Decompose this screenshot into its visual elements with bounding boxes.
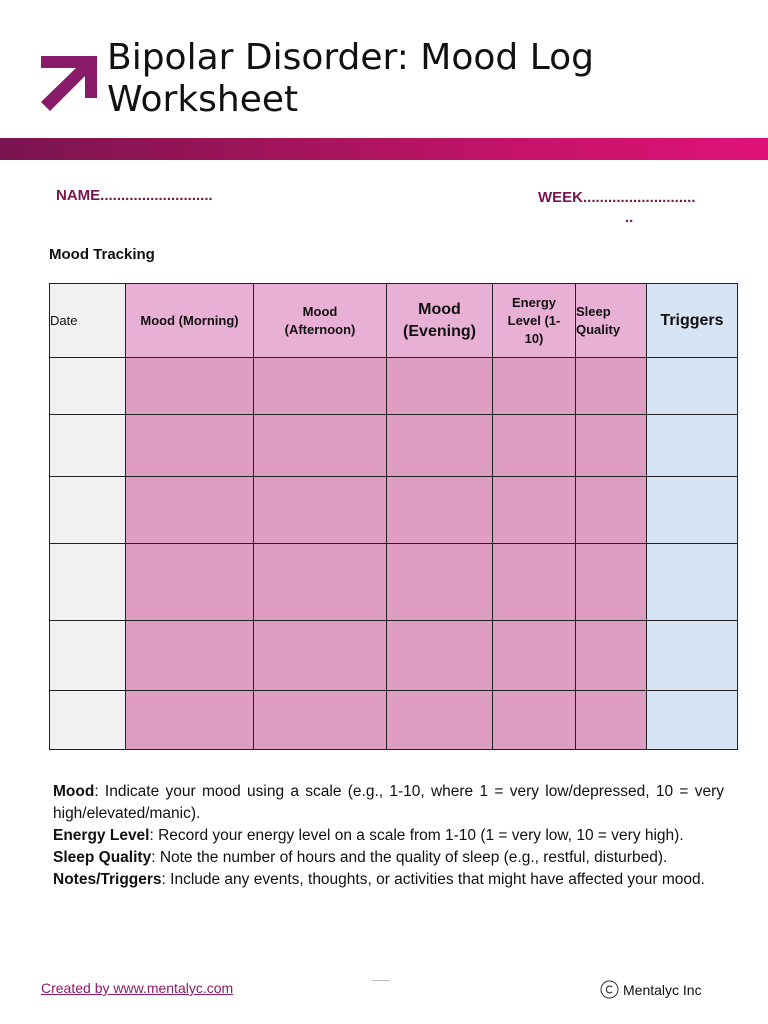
mood-morning-cell[interactable] bbox=[126, 358, 254, 415]
table-row bbox=[50, 691, 738, 750]
sleep-cell[interactable] bbox=[576, 477, 647, 544]
header-mood-afternoon: Mood (Afternoon) bbox=[254, 284, 387, 358]
sleep-cell[interactable] bbox=[576, 415, 647, 477]
header-mood-morning: Mood (Morning) bbox=[126, 284, 254, 358]
note-mood: Mood: Indicate your mood using a scale (e.g., 1-10, where 1 = very low/depressed, 10 = very high/elevated/manic). bbox=[53, 783, 724, 822]
mood-afternoon-cell[interactable] bbox=[254, 691, 387, 750]
header-date: Date bbox=[50, 284, 126, 358]
triggers-cell[interactable] bbox=[647, 691, 738, 750]
copyright-icon bbox=[600, 980, 619, 999]
table-row bbox=[50, 358, 738, 415]
energy-cell[interactable] bbox=[493, 358, 576, 415]
arrow-up-right-icon bbox=[39, 52, 101, 112]
energy-cell[interactable] bbox=[493, 477, 576, 544]
table-row bbox=[50, 415, 738, 477]
date-cell[interactable] bbox=[50, 691, 126, 750]
divider bbox=[372, 980, 390, 981]
note-triggers: Notes/Triggers: Include any events, thoughts, or activities that might have affected your mood. bbox=[53, 871, 705, 888]
triggers-cell[interactable] bbox=[647, 544, 738, 621]
mood-morning-cell[interactable] bbox=[126, 621, 254, 691]
mood-afternoon-cell[interactable] bbox=[254, 621, 387, 691]
mood-morning-cell[interactable] bbox=[126, 477, 254, 544]
mood-evening-cell[interactable] bbox=[387, 415, 493, 477]
title-line-2: Worksheet bbox=[107, 79, 299, 120]
sleep-cell[interactable] bbox=[576, 358, 647, 415]
date-cell[interactable] bbox=[50, 477, 126, 544]
instructions bbox=[53, 781, 724, 891]
energy-cell[interactable] bbox=[493, 621, 576, 691]
table-row bbox=[50, 621, 738, 691]
page-title bbox=[107, 37, 747, 121]
triggers-cell[interactable] bbox=[647, 621, 738, 691]
note-sleep: Sleep Quality: Note the number of hours and the quality of sleep (e.g., restful, disturbed). bbox=[53, 849, 668, 866]
header-gradient-band bbox=[0, 138, 768, 160]
triggers-cell[interactable] bbox=[647, 358, 738, 415]
mood-evening-cell[interactable] bbox=[387, 358, 493, 415]
week-field[interactable]: WEEK........................... bbox=[538, 189, 696, 206]
copyright bbox=[600, 980, 702, 999]
header-sleep-quality: Sleep Quality bbox=[576, 284, 647, 358]
title-line-1: Bipolar Disorder: Mood Log bbox=[107, 37, 595, 78]
sleep-cell[interactable] bbox=[576, 691, 647, 750]
mood-evening-cell[interactable] bbox=[387, 621, 493, 691]
mood-evening-cell[interactable] bbox=[387, 477, 493, 544]
energy-cell[interactable] bbox=[493, 415, 576, 477]
mood-afternoon-cell[interactable] bbox=[254, 358, 387, 415]
sleep-cell[interactable] bbox=[576, 621, 647, 691]
header-energy-level: Energy Level (1-10) bbox=[493, 284, 576, 358]
energy-cell[interactable] bbox=[493, 544, 576, 621]
week-field-continuation: .. bbox=[625, 209, 634, 226]
mood-morning-cell[interactable] bbox=[126, 415, 254, 477]
mood-afternoon-cell[interactable] bbox=[254, 477, 387, 544]
table-row bbox=[50, 544, 738, 621]
name-field[interactable]: NAME........................... bbox=[56, 187, 213, 204]
mood-log-table bbox=[49, 283, 738, 750]
copyright-text: Mentalyc Inc bbox=[623, 981, 702, 998]
date-cell[interactable] bbox=[50, 621, 126, 691]
note-energy: Energy Level: Record your energy level on a scale from 1-10 (1 = very low, 10 = very high). bbox=[53, 827, 684, 844]
mood-afternoon-cell[interactable] bbox=[254, 415, 387, 477]
table-row bbox=[50, 477, 738, 544]
sleep-cell[interactable] bbox=[576, 544, 647, 621]
energy-cell[interactable] bbox=[493, 691, 576, 750]
mood-afternoon-cell[interactable] bbox=[254, 544, 387, 621]
triggers-cell[interactable] bbox=[647, 415, 738, 477]
date-cell[interactable] bbox=[50, 544, 126, 621]
header-mood-evening: Mood (Evening) bbox=[387, 284, 493, 358]
header-triggers: Triggers bbox=[647, 284, 738, 358]
section-heading: Mood Tracking bbox=[49, 246, 155, 263]
date-cell[interactable] bbox=[50, 358, 126, 415]
date-cell[interactable] bbox=[50, 415, 126, 477]
triggers-cell[interactable] bbox=[647, 477, 738, 544]
mood-morning-cell[interactable] bbox=[126, 544, 254, 621]
mood-morning-cell[interactable] bbox=[126, 691, 254, 750]
table-header-row bbox=[50, 284, 738, 358]
mood-evening-cell[interactable] bbox=[387, 544, 493, 621]
mood-evening-cell[interactable] bbox=[387, 691, 493, 750]
credit-link[interactable]: Created by www.mentalyc.com bbox=[41, 980, 234, 996]
